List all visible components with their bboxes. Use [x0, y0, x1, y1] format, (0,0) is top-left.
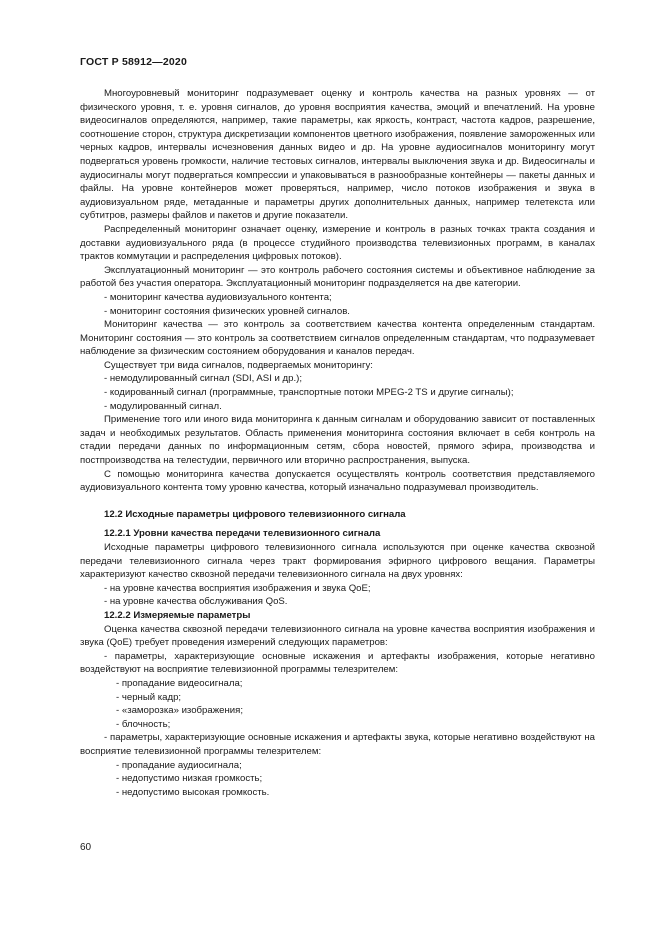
list-item: - блочность; [116, 718, 171, 730]
list-item: - недопустимо высокая громкость. [116, 786, 270, 798]
list-item: - мониторинг качества аудиовизуального контента; [104, 291, 332, 303]
subsection-heading: 12.2.1 Уровни качества передачи телевизионного сигнала [104, 528, 381, 540]
list-item: - пропадание видеосигнала; [116, 677, 243, 689]
list-item: - недопустимо низкая громкость; [116, 773, 263, 785]
subsection-heading: 12.2.2 Измеряемые параметры [104, 609, 251, 621]
page-content [80, 87, 595, 799]
list-item: - немодулированный сигнал (SDI, ASI и др.); [104, 373, 303, 385]
paragraph: Исходные параметры цифрового телевизионного сигнала используются при оценке качества сквозной передачи телевизионного сигнала через тракт формирования эфирного цифрового вещания. Параметры характеризуют качество сквозной передачи телевизионного сигнала на двух уровнях: [80, 542, 595, 581]
list-item: - черный кадр; [116, 691, 182, 703]
paragraph: Многоуровневый мониторинг подразумевает оценку и контроль качества на разных уровнях — от физического уровня, т. е. уровня сигналов, до уровня восприятия качества, эмоций и впечатлений. На уровне видеосигналов определяются, например, такие параметры, как яркость, контраст, частота кадров, разрешение, соотношение сторон, структура дискретизации компонентов цветного изображения, появление замороженных или черных кадров, интервалы исчезновения данных видео и др. На уровне аудиосигналов мониторингу могут подвергаться уровень громкости, наличие тестовых сигналов, интервалы выключения звука и др. Видеосигналы и аудиосигналы могут подвергаться компрессии и упаковываться в разнообразные контейнеры — пакеты данных и файлы. На уровне контейнеров может проверяться, например, число потоков изображения и звука в аудиовизуальном ряде, метаданные и параметры других дополнительных данных, например телетекста или субтитров, размеры файлов и пакетов и другие показатели. [80, 88, 595, 222]
paragraph: Мониторинг качества — это контроль за соответствием качества контента определенным стандартам. Мониторинг состояния — это контроль за соответствием сигналов определенным стандартам, что подразумевает наблюдение за физическим состоянием оборудования и каналов передач. [80, 319, 595, 358]
list-item: - модулированный сигнал. [104, 400, 222, 412]
paragraph: - параметры, характеризующие основные искажения и артефакты изображения, которые негативно воздействуют на восприятие телевизионной программы телезрителем: [80, 650, 595, 676]
list-item: - мониторинг состояния физических уровней сигналов. [104, 305, 350, 317]
section-heading: 12.2 Исходные параметры цифрового телевизионного сигнала [104, 508, 406, 520]
paragraph: Эксплуатационный мониторинг — это контроль рабочего состояния системы и объективное наблюдение за работой без участия оператора. Эксплуатационный мониторинг подразделяется на две категории. [80, 264, 595, 290]
page-number: 60 [80, 842, 92, 853]
list-item: - на уровне качества обслуживания QoS. [104, 596, 288, 608]
paragraph: Оценка качества сквозной передачи телевизионного сигнала на уровне качества восприятия изображения и звука (QoE) требует проведения измерений следующих параметров: [80, 623, 595, 649]
list-item: - пропадание аудиосигнала; [116, 759, 242, 771]
list-item: - «заморозка» изображения; [116, 705, 243, 717]
paragraph: Применение того или иного вида мониторинга к данным сигналам и оборудованию зависит от поставленных задач и необходимых результатов. Область применения мониторинга состояния включает в себя контроль на стадии передачи данных по информационным сетям, сбора новостей, прямого эфира, производства и постпроизводства на телестудии, первичного или вторично распространения, выпуска. [80, 414, 595, 467]
list-item: - на уровне качества восприятия изображения и звука QoE; [104, 582, 371, 594]
paragraph: - параметры, характеризующие основные искажения и артефакты звука, которые негативно воздействуют на восприятие телевизионной программы телезрителем: [80, 732, 595, 757]
paragraph: С помощью мониторинга качества допускается осуществлять контроль соответствия представляемого аудиовизуального контента тому уровню качества, который изначально подразумевал производитель. [80, 468, 595, 494]
paragraph: Распределенный мониторинг означает оценку, измерение и контроль в разных точках тракта создания и доставки аудиовизуального ряда (в процессе студийного производства телевизионных программ, в каналах трактов коммутации и распределения цифровых потоков). [80, 223, 595, 263]
list-item: - кодированный сигнал (программные, транспортные потоки MPEG-2 TS и другие сигналы); [104, 387, 514, 399]
document-header: ГОСТ Р 58912—2020 [80, 56, 188, 68]
paragraph: Существует три вида сигналов, подвергаемых мониторингу: [104, 359, 373, 371]
